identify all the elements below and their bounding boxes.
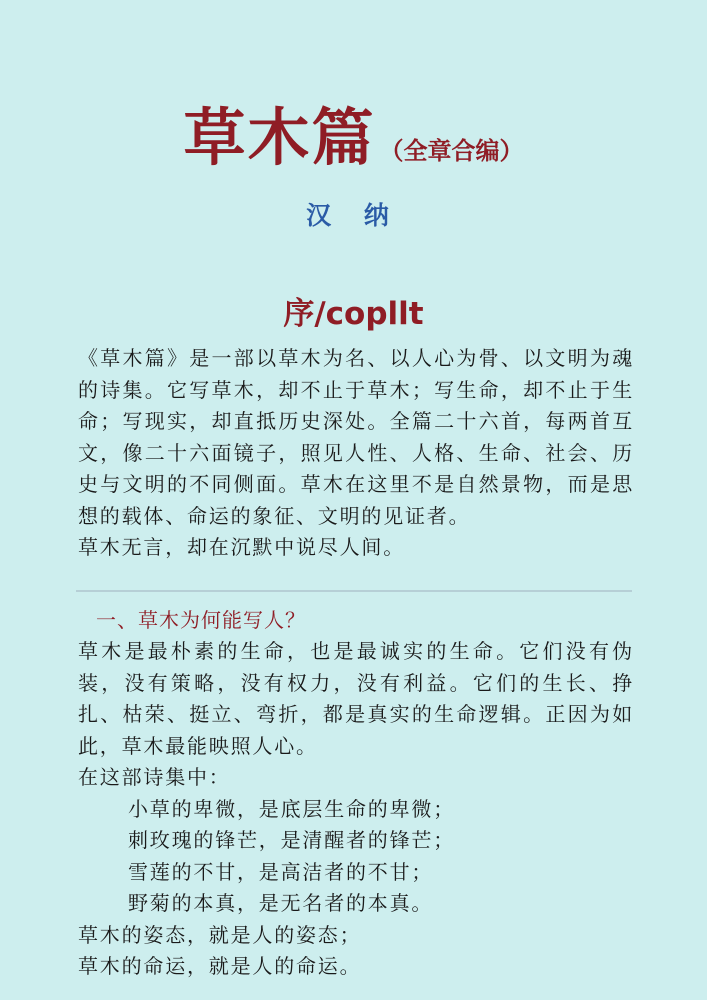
closing-line: 草木的姿态，就是人的姿态； — [78, 922, 362, 947]
title-row — [0, 88, 707, 177]
poem-line: 雪莲的不甘，是高洁者的不甘； — [128, 859, 434, 884]
closing-line: 草木的命运，就是人的命运。 — [78, 954, 362, 978]
section-heading: 一、草木为何能写人？ — [96, 608, 306, 632]
section-lead: 在这部诗集中： — [78, 765, 231, 789]
document-subtitle: （全章合编） — [379, 136, 524, 165]
author-name: 汉 纳 — [306, 201, 401, 230]
poem-line: 刺玫瑰的锋芒，是清醒者的锋芒； — [128, 828, 455, 852]
preface-title: 序/copllt — [283, 296, 424, 332]
preface-body — [78, 343, 634, 564]
poem-line: 小草的卑微，是底层生命的卑微； — [128, 796, 455, 821]
section-divider — [76, 590, 632, 592]
document-title: 草木篇 — [183, 101, 376, 174]
section-paragraph: 草木是最朴素的生命，也是最诚实的生命。它们没有伪装，没有策略，没有权力，没有利益。它们的生长、挣扎、枯荣、挺立、弯折，都是真实的生命逻辑。正因为如此，草木最能映照人心。 — [78, 639, 634, 758]
preface-paragraph: 《草木篇》是一部以草木为名、以人心为骨、以文明为魂的诗集。它写草木，却不止于草木；写生命，却不止于生命；写现实，却直抵历史深处。全篇二十六首，每两首互文，像二十六面镜子，照见人性、人格、生命、社会、历史与文明的不同侧面。草木在这里不是自然景物，而是思想的载体、命运的象征、文明的见证者。 — [78, 346, 634, 528]
poem-line: 野菊的本真，是无名者的本真。 — [128, 891, 434, 915]
section-body — [78, 636, 634, 983]
preface-paragraph: 草木无言，却在沉默中说尽人间。 — [78, 535, 405, 559]
